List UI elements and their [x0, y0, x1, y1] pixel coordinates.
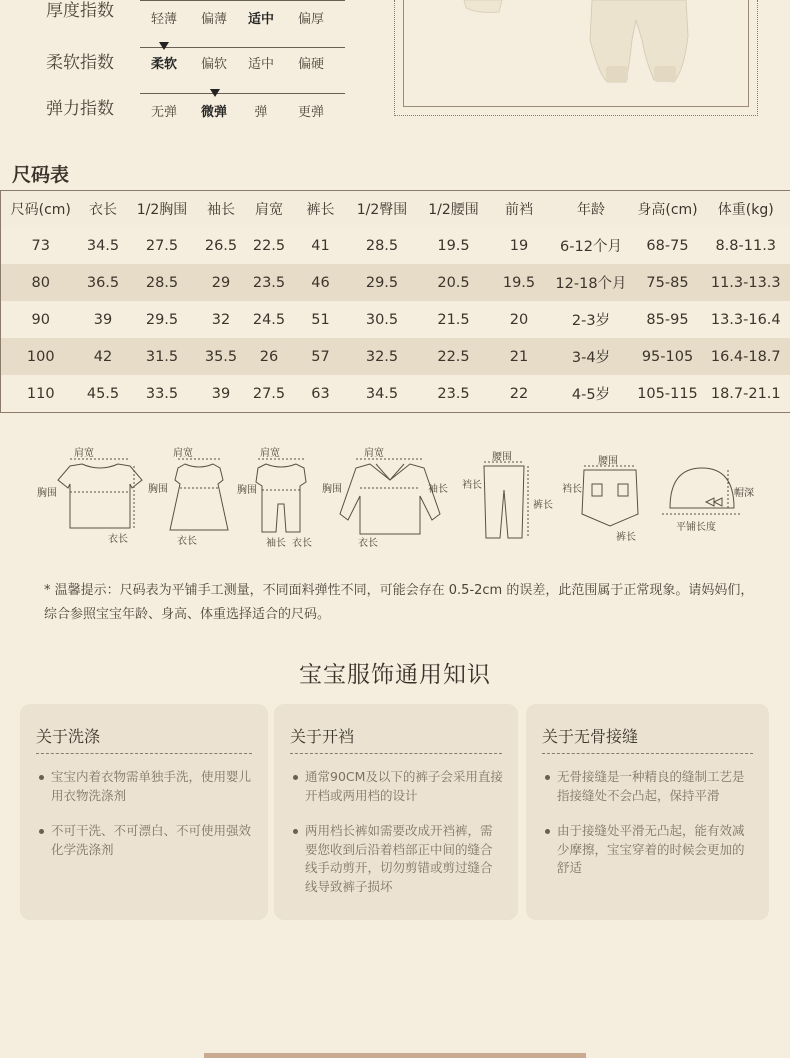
table-cell: 23.5 — [418, 375, 490, 413]
table-cell: 26 — [244, 338, 295, 375]
index-line — [140, 47, 345, 48]
table-cell: 8.8-11.3 — [702, 227, 790, 264]
shorts-diagram-icon — [562, 455, 638, 543]
diagram-label: 肩宽 — [364, 448, 384, 459]
table-cell: 45.5 — [81, 375, 126, 413]
index-option: 偏厚 — [297, 12, 324, 27]
table-cell: 39 — [81, 301, 126, 338]
index-option: 轻薄 — [150, 12, 177, 27]
table-cell: 68-75 — [634, 227, 702, 264]
knowledge-card-washing — [20, 704, 268, 920]
table-cell: 41 — [295, 227, 347, 264]
product-photo-frame — [394, 0, 758, 116]
hat-diagram-icon — [662, 468, 754, 533]
table-cell: 20 — [490, 301, 549, 338]
table-cell: 42 — [81, 338, 126, 375]
table-cell: 29 — [199, 264, 244, 301]
table-cell: 3-4岁 — [549, 338, 634, 375]
list-item: 两用档长裤如需要改成开裆裤，需要您收到后沿着档部正中间的缝合线手动剪开，切勿剪错或剪过缝合线导致裤子损坏 — [290, 822, 504, 896]
table-cell: 30.5 — [347, 301, 418, 338]
knowledge-title: 宝宝服饰通用知识 — [299, 662, 491, 688]
column-header: 年龄 — [549, 191, 634, 228]
table-cell: 28.5 — [126, 264, 199, 301]
table-cell: 21.5 — [418, 301, 490, 338]
table-cell: 85-95 — [634, 301, 702, 338]
product-photo — [403, 0, 749, 107]
garment-illustration — [404, 0, 749, 107]
column-header: 袖长 — [199, 191, 244, 228]
index-option: 更弹 — [297, 105, 324, 120]
index-option: 弹 — [254, 105, 268, 120]
index-option: 适中 — [247, 57, 274, 72]
diagram-label: 袖长 — [266, 538, 286, 549]
table-cell: 36.5 — [81, 264, 126, 301]
pants-diagram-icon — [462, 451, 553, 538]
diagram-label: 胸围 — [148, 484, 168, 495]
diagram-label: 衣长 — [108, 534, 128, 545]
column-header: 衣长 — [81, 191, 126, 228]
table-row — [1, 375, 790, 413]
table-cell: 22 — [490, 375, 549, 413]
jacket-diagram-icon — [322, 446, 448, 549]
diagram-label: 裆长 — [562, 484, 582, 495]
table-cell: 19.5 — [490, 264, 549, 301]
diagram-label: 腰围 — [492, 452, 512, 463]
table-cell: 19.5 — [418, 227, 490, 264]
card-title: 关于开裆 — [290, 724, 502, 754]
romper-diagram-icon — [237, 446, 312, 549]
knowledge-card-crotch — [274, 704, 518, 920]
table-cell: 19 — [490, 227, 549, 264]
diagram-label: 肩宽 — [260, 448, 280, 459]
column-header: 尺码(cm) — [1, 191, 81, 228]
index-option-selected: 柔软 — [150, 57, 177, 72]
selected-marker-icon — [159, 42, 169, 50]
column-header: 体重(kg) — [702, 191, 790, 228]
table-cell: 24.5 — [244, 301, 295, 338]
index-label: 弹力指数 — [46, 99, 114, 119]
column-header: 裤长 — [295, 191, 347, 228]
table-cell: 27.5 — [126, 227, 199, 264]
column-header: 1/2腰围 — [418, 191, 490, 228]
table-cell: 51 — [295, 301, 347, 338]
dress-diagram-icon — [148, 446, 228, 547]
card-list — [290, 768, 504, 913]
card-title: 关于无骨接缝 — [542, 724, 753, 754]
table-cell: 28.5 — [347, 227, 418, 264]
table-cell: 110 — [1, 375, 81, 413]
table-cell: 73 — [1, 227, 81, 264]
table-row — [1, 264, 790, 301]
sizing-note: * 温馨提示：尺码表为平铺手工测量，不同面料弹性不同，可能会存在 0.5-2cm 的误差，此范围属于正常现象。请妈妈们，综合参照宝宝年龄、身高、体重选择适合的尺码。 — [44, 583, 754, 622]
index-option-selected: 微弹 — [200, 105, 227, 120]
table-cell: 2-3岁 — [549, 301, 634, 338]
table-cell: 35.5 — [199, 338, 244, 375]
table-cell: 75-85 — [634, 264, 702, 301]
list-item: 无骨接缝是一种精良的缝制工艺是指接缝处不会凸起，保持平滑 — [542, 768, 755, 805]
list-item: 不可干洗、不可漂白、不可使用强效化学洗涤剂 — [36, 822, 254, 859]
table-cell: 105-115 — [634, 375, 702, 413]
diagram-label: 裤长 — [616, 532, 636, 543]
table-cell: 31.5 — [126, 338, 199, 375]
table-header-row — [1, 191, 790, 228]
table-row — [1, 338, 790, 375]
table-cell: 57 — [295, 338, 347, 375]
selected-marker-icon — [210, 89, 220, 97]
index-line — [140, 93, 345, 94]
table-row — [1, 227, 790, 264]
table-cell: 29.5 — [347, 264, 418, 301]
table-cell: 22.5 — [418, 338, 490, 375]
list-item: 由于接缝处平滑无凸起，能有效减少摩擦，宝宝穿着的时候会更加的舒适 — [542, 822, 755, 878]
index-option: 偏薄 — [200, 12, 227, 27]
table-row — [1, 301, 790, 338]
diagram-label: 衣长 — [177, 536, 197, 547]
table-cell: 23.5 — [244, 264, 295, 301]
diagram-label: 衣长 — [358, 538, 378, 549]
table-cell: 16.4-18.7 — [702, 338, 790, 375]
table-cell: 4-5岁 — [549, 375, 634, 413]
table-cell: 33.5 — [126, 375, 199, 413]
table-cell: 18.7-21.1 — [702, 375, 790, 413]
index-label: 厚度指数 — [46, 1, 114, 21]
index-line — [140, 0, 345, 1]
table-cell: 32.5 — [347, 338, 418, 375]
index-label: 柔软指数 — [46, 53, 114, 73]
size-table — [0, 190, 790, 413]
diagram-label: 胸围 — [37, 488, 57, 499]
table-cell: 63 — [295, 375, 347, 413]
table-cell: 46 — [295, 264, 347, 301]
table-cell: 80 — [1, 264, 81, 301]
table-cell: 32 — [199, 301, 244, 338]
softness-index — [0, 40, 360, 84]
diagram-label: 衣长 — [292, 538, 312, 549]
diagram-label: 胸围 — [322, 484, 342, 495]
table-cell: 90 — [1, 301, 81, 338]
table-cell: 39 — [199, 375, 244, 413]
thickness-index — [0, 0, 360, 38]
table-cell: 20.5 — [418, 264, 490, 301]
diagram-label: 平铺长度 — [676, 522, 716, 533]
table-cell: 12-18个月 — [549, 264, 634, 301]
diagram-label: 裤长 — [533, 500, 553, 511]
list-item: 通常90CM及以下的裤子会采用直接开档或两用档的设计 — [290, 768, 504, 805]
column-header: 肩宽 — [244, 191, 295, 228]
diagram-label: 帽深 — [734, 488, 754, 499]
table-cell: 27.5 — [244, 375, 295, 413]
diagram-label: 肩宽 — [173, 448, 193, 459]
tshirt-diagram-icon — [37, 446, 142, 545]
card-list — [542, 768, 755, 895]
elasticity-index — [0, 87, 360, 131]
list-item: 宝宝内着衣物需单独手洗，使用婴儿用衣物洗涤剂 — [36, 768, 254, 805]
measurement-diagrams — [30, 440, 770, 560]
table-cell: 11.3-13.3 — [702, 264, 790, 301]
diagram-label: 袖长 — [428, 484, 448, 495]
index-option: 偏软 — [200, 57, 227, 72]
column-header: 1/2胸围 — [126, 191, 199, 228]
table-cell: 6-12个月 — [549, 227, 634, 264]
index-option: 无弹 — [150, 105, 177, 120]
card-list — [36, 768, 254, 876]
table-cell: 26.5 — [199, 227, 244, 264]
knowledge-card-seamless — [526, 704, 769, 920]
diagram-label: 胸围 — [237, 485, 257, 496]
table-cell: 95-105 — [634, 338, 702, 375]
column-header: 身高(cm) — [634, 191, 702, 228]
table-cell: 29.5 — [126, 301, 199, 338]
diagram-label: 肩宽 — [74, 448, 94, 459]
column-header: 1/2臀围 — [347, 191, 418, 228]
index-option-selected: 适中 — [247, 12, 274, 27]
index-option: 偏硬 — [297, 57, 324, 72]
card-title: 关于洗涤 — [36, 724, 252, 754]
column-header: 前裆 — [490, 191, 549, 228]
table-cell: 13.3-16.4 — [702, 301, 790, 338]
bottom-divider — [204, 1053, 586, 1058]
table-cell: 100 — [1, 338, 81, 375]
size-table-title: 尺码表 — [12, 164, 70, 186]
table-cell: 34.5 — [81, 227, 126, 264]
diagram-label: 腰围 — [598, 456, 618, 467]
diagram-label: 裆长 — [462, 480, 482, 491]
table-cell: 34.5 — [347, 375, 418, 413]
table-cell: 22.5 — [244, 227, 295, 264]
table-cell: 21 — [490, 338, 549, 375]
